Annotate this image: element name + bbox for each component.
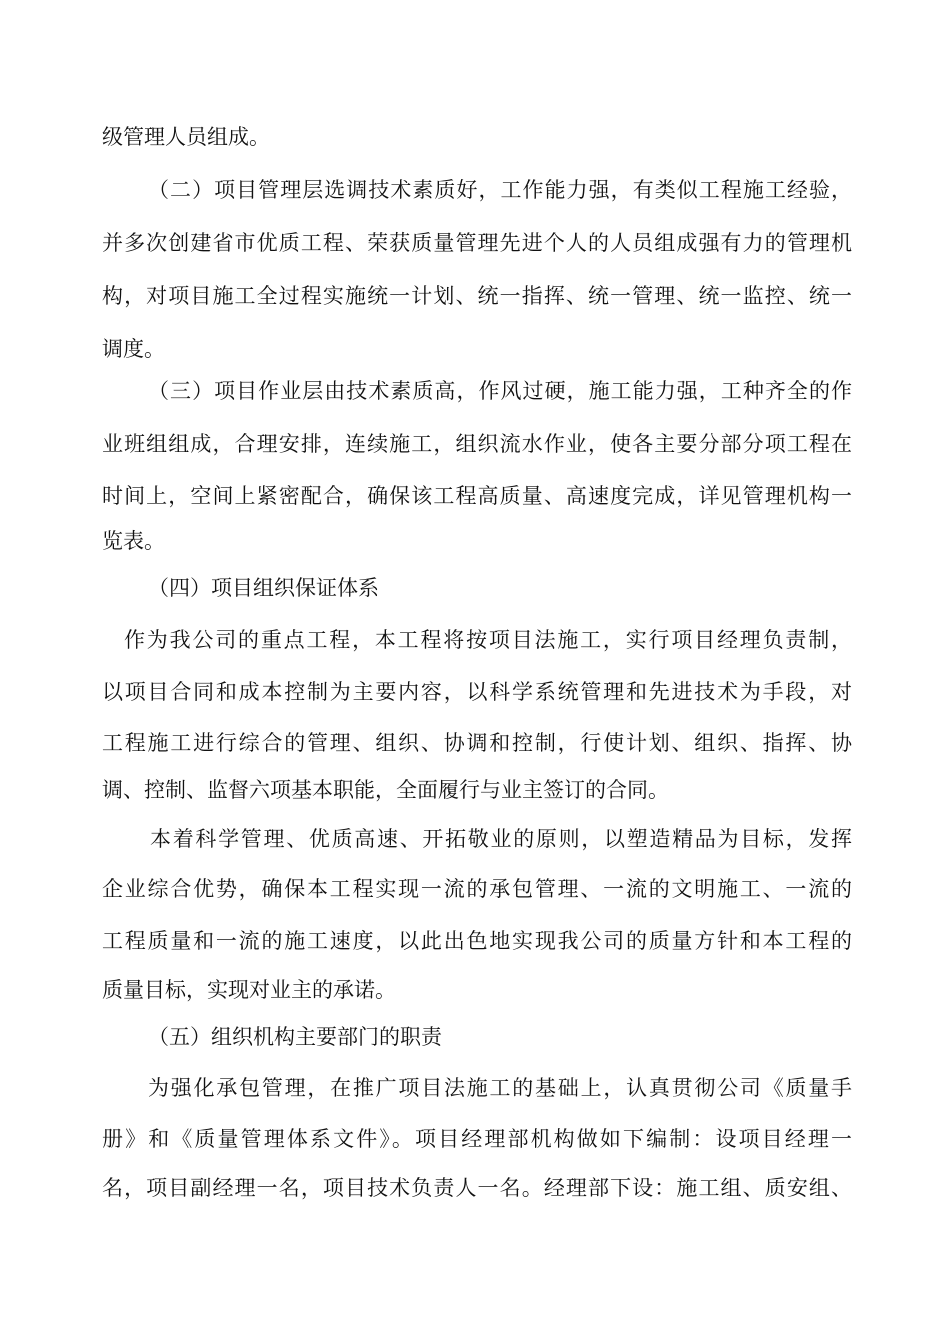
text-line: 册》和《质量管理体系文件》。项目经理部机构做如下编制：设项目经理一 <box>102 1127 852 1151</box>
text-line: 质量目标，实现对业主的承诺。 <box>102 978 396 1002</box>
text-line: 构，对项目施工全过程实施统一计划、统一指挥、统一管理、统一监控、统一 <box>102 284 852 308</box>
text-line: 工程质量和一流的施工速度，以此出色地实现我公司的质量方针和本工程的 <box>102 929 852 953</box>
text-line: （二）项目管理层选调技术素质好，工作能力强，有类似工程施工经验， <box>148 178 852 202</box>
text-line: 作为我公司的重点工程，本工程将按项目法施工，实行项目经理负责制， <box>124 628 852 652</box>
text-line: 工程施工进行综合的管理、组织、协调和控制，行使计划、组织、指挥、协 <box>102 731 852 755</box>
text-line: 览表。 <box>102 529 165 553</box>
section-heading: （五）组织机构主要部门的职责 <box>148 1025 442 1049</box>
text-line: 时间上，空间上紧密配合，确保该工程高质量、高速度完成，详见管理机构一 <box>102 484 852 508</box>
text-line: 企业综合优势，确保本工程实现一流的承包管理、一流的文明施工、一流的 <box>102 877 852 901</box>
text-line: 以项目合同和成本控制为主要内容，以科学系统管理和先进技术为手段，对 <box>102 680 852 704</box>
text-line: 并多次创建省市优质工程、荣获质量管理先进个人的人员组成强有力的管理机 <box>102 231 852 255</box>
text-line: 级管理人员组成。 <box>102 125 270 149</box>
text-line: 业班组组成，合理安排，连续施工，组织流水作业，使各主要分部分项工程在 <box>102 432 852 456</box>
text-line: 调、控制、监督六项基本职能，全面履行与业主签订的合同。 <box>102 778 669 802</box>
text-line: 为强化承包管理，在推广项目法施工的基础上，认真贯彻公司《质量手 <box>148 1076 852 1100</box>
text-line: 调度。 <box>102 337 165 361</box>
text-line: （三）项目作业层由技术素质高，作风过硬，施工能力强，工种齐全的作 <box>148 379 852 403</box>
section-heading: （四）项目组织保证体系 <box>148 576 379 600</box>
text-line: 名，项目副经理一名，项目技术负责人一名。经理部下设：施工组、质安组、 <box>102 1176 852 1200</box>
text-line: 本着科学管理、优质高速、开拓敬业的原则，以塑造精品为目标，发挥 <box>150 827 852 851</box>
